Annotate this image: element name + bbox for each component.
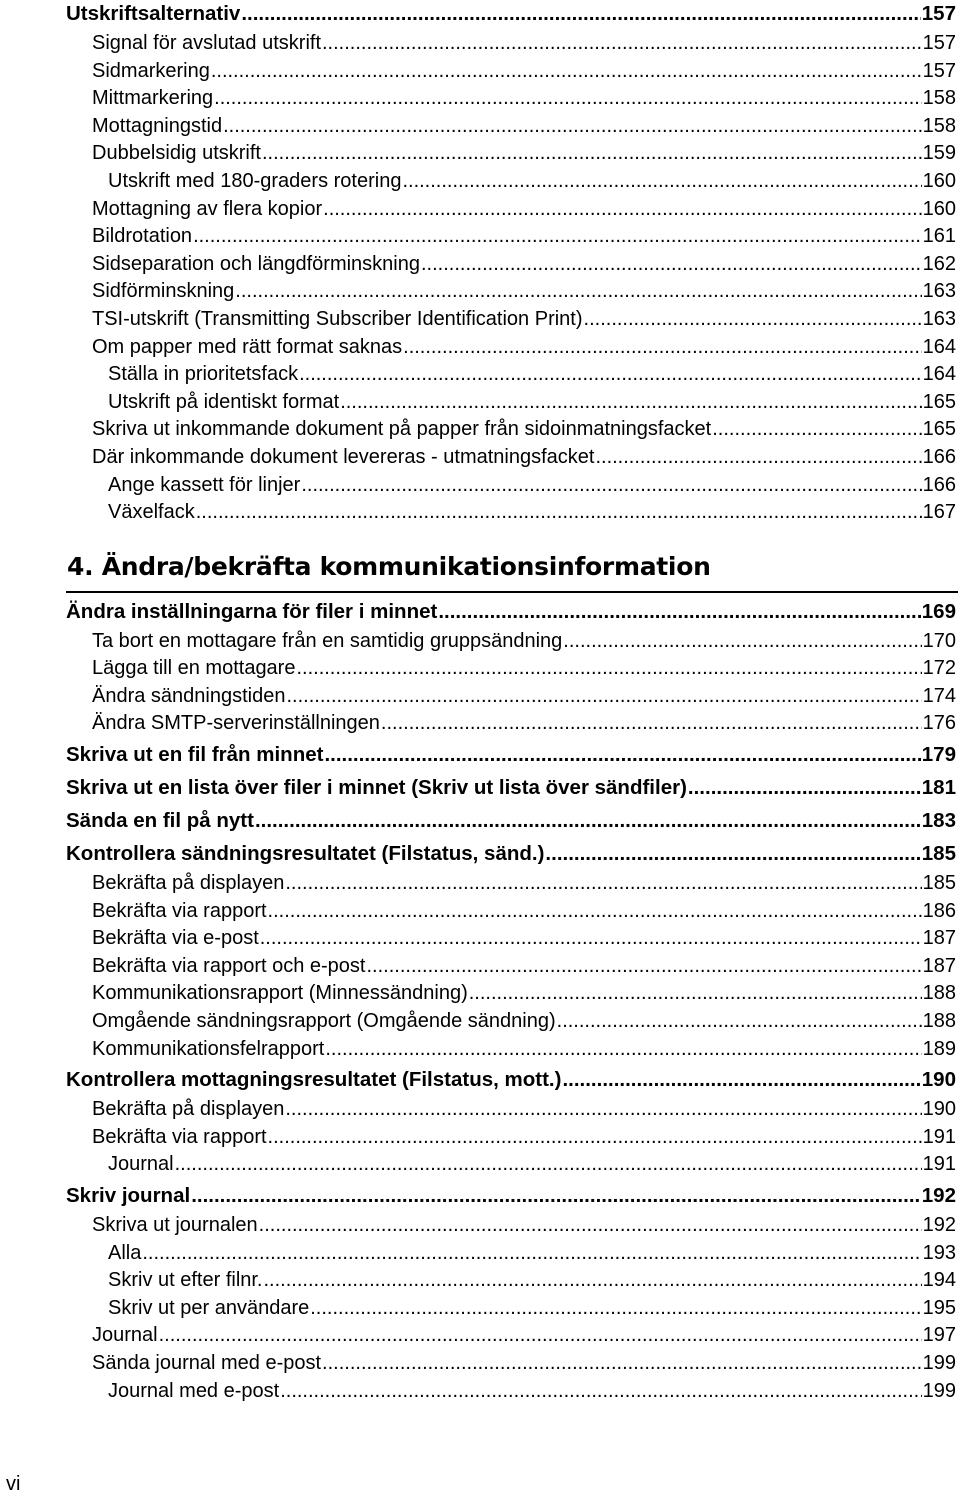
toc-entry[interactable] <box>66 1179 956 1212</box>
toc-entry-title: Journal <box>108 1153 174 1176</box>
toc-entry-title: Bekräfta via e-post <box>92 927 259 950</box>
dot-leader <box>259 1212 922 1240</box>
dot-leader <box>366 953 921 981</box>
toc-entry-page: 190 <box>921 1068 956 1092</box>
toc-entry-page: 199 <box>922 1379 956 1402</box>
toc-entry[interactable] <box>66 113 956 141</box>
dot-leader <box>196 499 922 527</box>
toc-entry[interactable] <box>66 683 956 711</box>
toc-entry[interactable] <box>66 444 956 472</box>
toc-entry[interactable] <box>66 30 956 58</box>
toc-entry[interactable] <box>66 628 956 656</box>
toc-entry-title: Kommunikationsfelrapport <box>92 1037 325 1060</box>
toc-entry[interactable] <box>66 140 956 168</box>
toc-entry[interactable] <box>66 738 956 771</box>
dot-leader <box>262 140 922 168</box>
toc-entry-page: 162 <box>922 252 956 275</box>
toc-entry[interactable] <box>66 416 956 444</box>
toc-entry-title: Bekräfta via rapport <box>92 899 267 922</box>
toc-entry-page: 192 <box>921 1184 956 1207</box>
toc-entry[interactable] <box>66 925 956 953</box>
dot-leader <box>299 361 922 389</box>
toc-entry-page: 157 <box>921 2 956 25</box>
toc-entry-page: 166 <box>922 473 956 496</box>
toc-entry-title: Ta bort en mottagare från en samtidig gruppsändning <box>92 629 563 652</box>
toc-entry-page: 163 <box>922 307 956 330</box>
toc-entry[interactable] <box>66 1008 956 1036</box>
toc-entry-title: Journal <box>92 1324 158 1347</box>
toc-entry-title: Ange kassett för linjer <box>108 473 301 496</box>
chapter-rule <box>66 591 958 593</box>
toc-entry[interactable] <box>66 223 956 251</box>
toc-entry-page: 170 <box>922 629 956 652</box>
dot-leader <box>438 595 920 628</box>
dot-leader <box>280 1378 921 1406</box>
dot-leader <box>545 837 920 870</box>
dot-leader <box>403 334 921 362</box>
toc-section-print-options <box>66 0 956 527</box>
toc-entry[interactable] <box>66 837 956 870</box>
toc-entry-page: 164 <box>922 335 956 358</box>
toc-entry-title: Mittmarkering <box>92 87 214 110</box>
toc-entry-title: Växelfack <box>108 501 195 524</box>
toc-entry-title: Skriva ut inkommande dokument på papper från sidoinmatningsfacket <box>92 418 712 441</box>
dot-leader <box>323 196 921 224</box>
toc-entry-page: 188 <box>922 1010 956 1033</box>
toc-entry-page: 157 <box>922 59 956 82</box>
page-number: vi <box>6 1473 21 1495</box>
dot-leader <box>381 710 922 738</box>
toc-entry[interactable] <box>66 1124 956 1152</box>
toc-entry-title: Sända en fil på nytt <box>66 809 254 833</box>
toc-entry-title: Bekräfta via rapport och e-post <box>92 954 366 977</box>
toc-entry-page: 189 <box>922 1037 956 1060</box>
toc-entry[interactable] <box>66 0 956 30</box>
toc-entry[interactable] <box>66 1096 956 1124</box>
toc-entry-title: Utskrift med 180-graders rotering <box>108 169 402 192</box>
toc-entry-title: Bekräfta på displayen <box>92 1098 285 1121</box>
toc-entry[interactable] <box>66 898 956 926</box>
toc-entry-title: Omgående sändningsrapport (Omgående sändning) <box>92 1010 556 1033</box>
dot-leader <box>193 223 922 251</box>
toc-entry[interactable] <box>66 771 956 804</box>
toc-entry-title: Journal med e-post <box>108 1379 280 1402</box>
toc-entry-title: Bildrotation <box>92 225 193 248</box>
toc-entry-page: 172 <box>922 657 956 680</box>
toc-entry-title: Där inkommande dokument levereras - utmatningsfacket <box>92 445 595 468</box>
dot-leader <box>324 738 920 771</box>
toc-entry[interactable] <box>66 1036 956 1064</box>
toc-entry[interactable] <box>66 1267 956 1295</box>
dot-leader <box>285 870 921 898</box>
toc-entry-page: 186 <box>922 899 956 922</box>
toc-entry[interactable] <box>66 953 956 981</box>
dot-leader <box>322 1350 922 1378</box>
dot-leader <box>712 416 921 444</box>
dot-leader <box>268 1124 922 1152</box>
toc-entry-title: Sidseparation och längdförminskning <box>92 252 420 275</box>
toc-entry-title: Ändra sändningstiden <box>92 684 286 707</box>
toc-entry-page: 165 <box>922 418 956 441</box>
toc-entry-page: 160 <box>922 197 956 220</box>
toc-entry-page: 185 <box>921 842 956 866</box>
toc-entry-title: Bekräfta via rapport <box>92 1125 267 1148</box>
toc-entry-title: Om papper med rätt format saknas <box>92 335 403 358</box>
toc-entry[interactable] <box>66 1240 956 1268</box>
dot-leader <box>264 1267 922 1295</box>
toc-entry-page: 165 <box>922 390 956 413</box>
toc-entry[interactable] <box>66 499 956 527</box>
toc-entry[interactable] <box>66 334 956 362</box>
toc-entry-title: Ändra SMTP-serverinställningen <box>92 712 380 735</box>
toc-entry-title: TSI-utskrift (Transmitting Subscriber Identification Print) <box>92 307 583 330</box>
toc-entry-page: 187 <box>922 954 956 977</box>
toc-entry-page: 176 <box>922 712 956 735</box>
toc-entry-page: 158 <box>922 87 956 110</box>
dot-leader <box>223 113 922 141</box>
table-of-contents <box>66 0 956 1405</box>
toc-entry-page: 199 <box>922 1351 956 1374</box>
dot-leader <box>296 655 921 683</box>
toc-entry[interactable] <box>66 168 956 196</box>
toc-entry-title: Alla <box>108 1241 142 1264</box>
toc-entry-page: 160 <box>922 169 956 192</box>
dot-leader <box>421 251 922 279</box>
dot-leader <box>214 85 921 113</box>
toc-entry[interactable] <box>66 251 956 279</box>
toc-entry-page: 183 <box>921 809 956 833</box>
toc-entry-title: Signal för avslutad utskrift <box>92 32 321 54</box>
dot-leader <box>688 771 921 804</box>
toc-entry-title: Sidförminskning <box>92 280 235 303</box>
toc-entry-title: Mottagning av flera kopior <box>92 197 323 220</box>
dot-leader <box>584 306 922 334</box>
toc-entry-title: Kommunikationsrapport (Minnessändning) <box>92 982 468 1005</box>
toc-entry-page: 167 <box>922 501 956 524</box>
dot-leader <box>340 389 921 417</box>
dot-leader <box>310 1295 921 1323</box>
toc-entry[interactable] <box>66 1151 956 1179</box>
dot-leader <box>563 628 921 656</box>
toc-entry[interactable] <box>66 804 956 837</box>
toc-entry[interactable] <box>66 389 956 417</box>
dot-leader <box>562 1063 920 1096</box>
toc-entry[interactable] <box>66 1322 956 1350</box>
toc-entry-page: 187 <box>922 927 956 950</box>
toc-entry-title: Skriv ut efter filnr. <box>108 1269 263 1292</box>
toc-entry[interactable] <box>66 1295 956 1323</box>
toc-entry-page: 164 <box>922 363 956 386</box>
toc-entry-title: Skriva ut journalen <box>92 1214 258 1236</box>
dot-leader <box>241 0 920 30</box>
toc-entry[interactable] <box>66 980 956 1008</box>
toc-entry-page: 191 <box>922 1125 956 1148</box>
toc-entry-title: Mottagningstid <box>92 114 223 137</box>
toc-entry-title: Kontrollera mottagningsresultatet (Filstatus, mott.) <box>66 1068 562 1092</box>
dot-leader <box>325 1036 921 1064</box>
toc-entry[interactable] <box>66 870 956 898</box>
toc-entry-page: 169 <box>921 599 956 623</box>
toc-entry[interactable] <box>66 595 956 628</box>
dot-leader <box>260 925 922 953</box>
toc-entry-page: 192 <box>922 1214 956 1236</box>
toc-entry-page: 161 <box>922 225 956 248</box>
toc-entry[interactable] <box>66 306 956 334</box>
toc-entry[interactable] <box>66 58 956 86</box>
toc-entry-title: Ställa in prioritetsfack <box>108 363 299 386</box>
chapter-title: 4. Ändra/bekräfta kommunikationsinformation <box>67 551 711 581</box>
toc-entry-page: 194 <box>922 1269 956 1292</box>
toc-entry[interactable] <box>66 655 956 683</box>
dot-leader <box>255 804 921 837</box>
toc-entry-page: 181 <box>921 776 956 800</box>
dot-leader <box>301 472 921 500</box>
toc-entry-title: Ändra inställningarna för filer i minnet <box>66 599 438 623</box>
dot-leader <box>402 168 921 196</box>
toc-entry-page: 191 <box>922 1153 956 1176</box>
dot-leader <box>286 683 921 711</box>
toc-entry-title: Dubbelsidig utskrift <box>92 142 261 165</box>
toc-entry[interactable] <box>66 278 956 306</box>
toc-entry-title: Skriv journal <box>66 1184 191 1207</box>
toc-entry-page: 166 <box>922 445 956 468</box>
toc-entry-page: 174 <box>922 684 956 707</box>
dot-leader <box>268 898 922 926</box>
toc-entry[interactable] <box>66 1378 956 1406</box>
toc-entry-title: Lägga till en mottagare <box>92 657 296 680</box>
toc-entry-title: Skriv ut per användare <box>108 1296 310 1319</box>
toc-entry-page: 163 <box>922 280 956 303</box>
toc-entry-page: 179 <box>921 743 956 767</box>
toc-entry-title: Kontrollera sändningsresultatet (Filstatus, sänd.) <box>66 842 545 866</box>
dot-leader <box>142 1240 921 1268</box>
toc-entry[interactable] <box>66 85 956 113</box>
toc-entry[interactable] <box>66 710 956 738</box>
toc-entry[interactable] <box>66 1212 956 1240</box>
toc-entry[interactable] <box>66 361 956 389</box>
dot-leader <box>595 444 921 472</box>
toc-entry[interactable] <box>66 472 956 500</box>
toc-entry-page: 195 <box>922 1296 956 1319</box>
dot-leader <box>285 1096 921 1124</box>
dot-leader <box>322 30 922 58</box>
toc-entry-title: Sidmarkering <box>92 59 210 82</box>
toc-entry-page: 188 <box>922 982 956 1005</box>
dot-leader <box>211 58 922 86</box>
dot-leader <box>191 1179 921 1212</box>
dot-leader <box>175 1151 922 1179</box>
toc-entry-title: Utskrift på identiskt format <box>108 390 340 413</box>
toc-entry-page: 185 <box>922 872 956 895</box>
toc-entry-page: 158 <box>922 114 956 137</box>
toc-section-communication-info <box>66 595 956 1405</box>
toc-entry-page: 197 <box>922 1324 956 1347</box>
toc-entry-title: Utskriftsalternativ <box>66 2 241 25</box>
toc-entry[interactable] <box>66 1350 956 1378</box>
dot-leader <box>235 278 921 306</box>
toc-entry-page: 159 <box>922 142 956 165</box>
dot-leader <box>159 1322 922 1350</box>
toc-entry-page: 157 <box>922 32 956 54</box>
toc-entry-title: Bekräfta på displayen <box>92 872 285 895</box>
toc-entry-title: Sända journal med e-post <box>92 1351 322 1374</box>
toc-entry-title: Skriva ut en fil från minnet <box>66 743 324 767</box>
dot-leader <box>469 980 922 1008</box>
toc-entry-page: 193 <box>922 1241 956 1264</box>
toc-entry[interactable] <box>66 196 956 224</box>
toc-entry[interactable] <box>66 1063 956 1096</box>
toc-entry-page: 190 <box>922 1098 956 1121</box>
dot-leader <box>557 1008 922 1036</box>
toc-entry-title: Skriva ut en lista över filer i minnet (Skriv ut lista över sändfiler) <box>66 776 687 800</box>
